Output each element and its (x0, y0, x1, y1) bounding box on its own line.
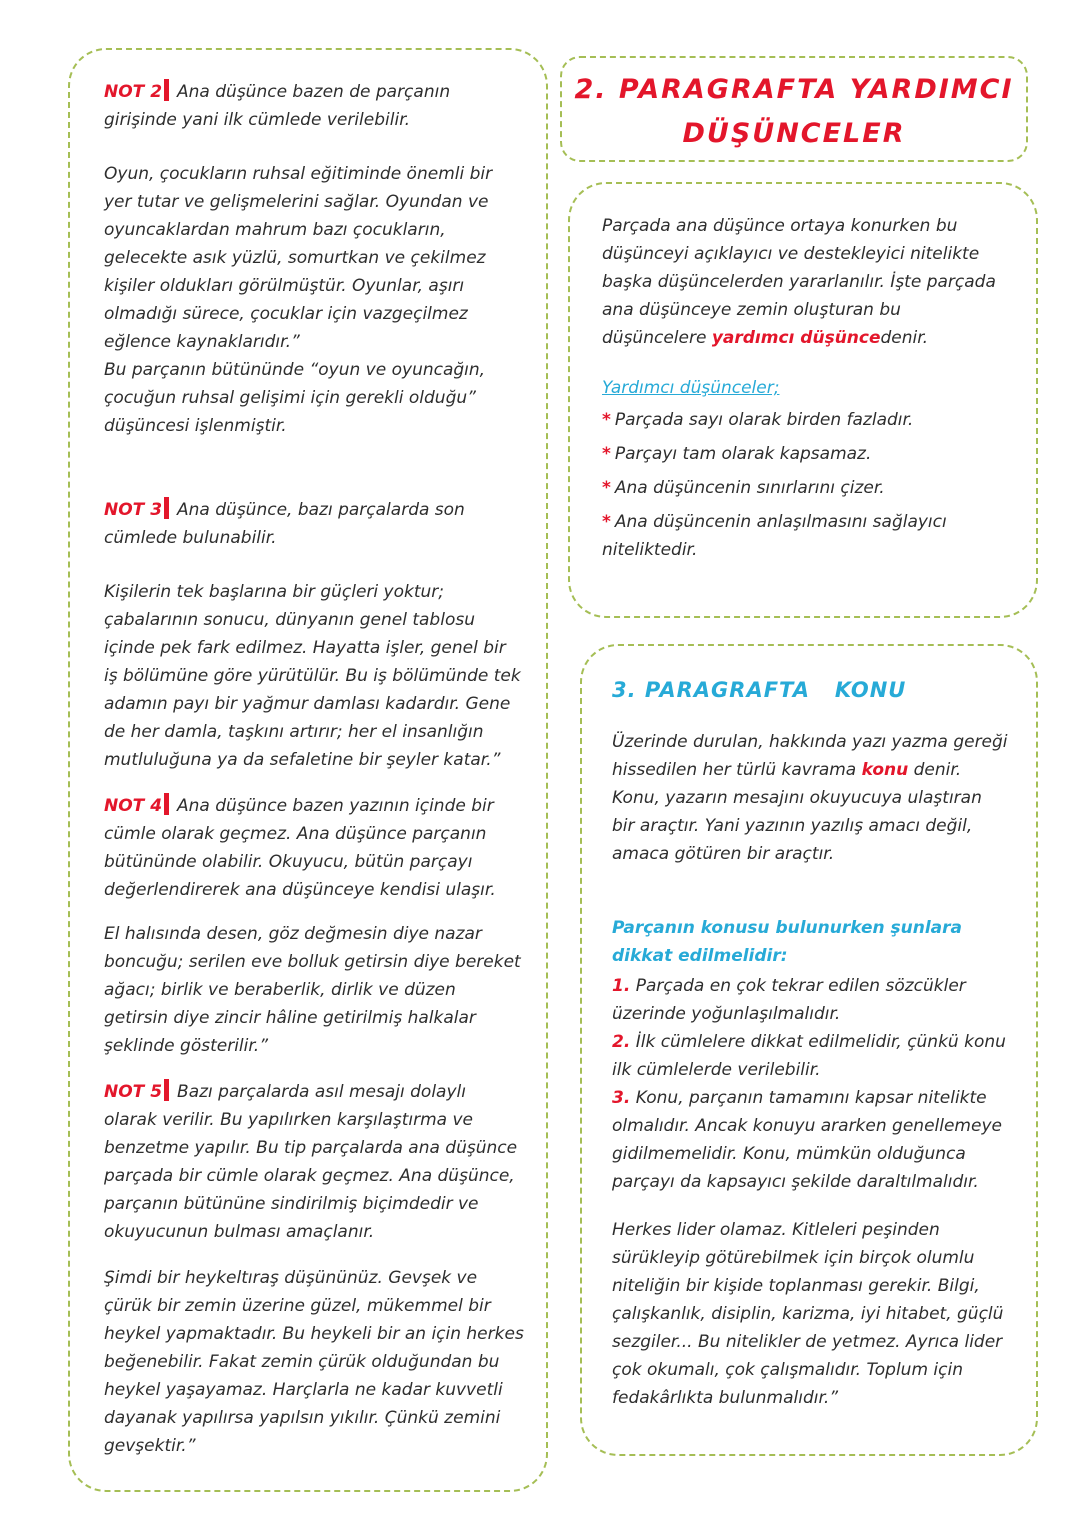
example-kisiler: Kişilerin tek başlarına bir güçleri yoktur; çabalarının sonucu, dünyanın genel tablosu içinde pek fark edilmez. Hayatta işler, genel bir iş bölümüne göre yürütülür. Bu iş bölümünde tek adamın payı bir yağmur damlası kadardır. Gene de her damla, taşkını artırır; her el insanlığın mutluluğuna ya da sefaletine bir şeyler katar.” (104, 582, 521, 770)
helper-item (602, 406, 1002, 434)
topic-subheading: Parçanın konusu bulunurken şunlara dikkat edilmelidir: (612, 918, 962, 966)
helper-suffix: denir. (880, 328, 929, 348)
rule-number: 3. (612, 1088, 631, 1108)
topic-rule (612, 972, 1008, 1028)
topic-title: 3. PARAGRAFTA KONU (612, 678, 907, 702)
note-2 (104, 78, 524, 134)
left-panel (68, 48, 548, 1492)
helper-item (602, 440, 1002, 468)
helper-item-text: Parçayı tam olarak kapsamaz. (614, 444, 872, 464)
rule-number: 2. (612, 1032, 631, 1052)
helper-subheading: Yardımcı düşünceler; (602, 378, 780, 398)
note-2-text: Ana düşünce bazen de parçanın girişinde yani ilk cümlede verilebilir. (104, 82, 451, 130)
note-marker-bar (164, 497, 169, 519)
note-5-text: Bazı parçalarda asıl mesajı dolaylı olarak verilir. Bu yapılırken karşılaştırma ve benzetme yapılır. Bu tip parçalarda ana düşünce parçada bir cümle olarak geçmez. Ana düşünce, parçanın bütününe sindirilmiş biçimdedir ve okuyucunun bulması amaçlanır. (104, 1082, 518, 1242)
helper-item-text: Ana düşüncenin anlaşılmasını sağlayıcı niteliktedir. (602, 512, 947, 560)
helper-panel (568, 182, 1038, 618)
note-3-text: Ana düşünce, bazı parçalarda son cümlede bulunabilir. (104, 500, 465, 548)
note-2-label: NOT 2 (104, 82, 163, 102)
note-3 (104, 496, 524, 552)
helper-term: yardımcı düşünce (711, 328, 881, 348)
helper-item-text: Parçada sayı olarak birden fazladır. (614, 410, 914, 430)
example-heykeltiras: Şimdi bir heykeltıraş düşününüz. Gevşek ve çürük bir zemin üzerine güzel, mükemmel bir heykel yapmaktadır. Bu heykeli bir an için herkes beğenebilir. Fakat zemin çürük olduğundan bu heykel yaşayamaz. Harçlarla ne kadar kuvvetli dayanak yapılırsa yapılsın yıkılır. Çünkü zemini gevşektir.” (104, 1268, 524, 1456)
title-line-1: 2. PARAGRAFTA YARDIMCI (574, 74, 1014, 105)
topic-panel (580, 644, 1038, 1456)
helper-intro-text: Parçada ana düşünce ortaya konurken bu düşünceyi açıklayıcı ve destekleyici nitelikte başka düşüncelerden yararlanılır. İşte parçada ana düşünceye zemin oluşturan bu düşüncelere (602, 216, 996, 348)
topic-intro (612, 728, 1008, 868)
rule-text: İlk cümlelere dikkat edilmelidir, çünkü konu ilk cümlelerde verilebilir. (612, 1032, 1006, 1080)
topic-rule (612, 1028, 1008, 1084)
rule-text: Parçada en çok tekrar edilen sözcükler üzerinde yoğunlaşılmalıdır. (612, 976, 966, 1024)
note-3-label: NOT 3 (104, 500, 163, 520)
example-oyun: Oyun, çocukların ruhsal eğitiminde önemli bir yer tutar ve gelişmelerini sağlar. Oyundan ve oyuncaklardan mahrum bazı çocukların, gelecekte asık yüzlü, somurtkan ve çekilmez kişiler oldukları görülmüştür. Oyunlar, aşırı olmadığı sürece, çocuklar için vazgeçilmez eğlence kaynaklarıdır.” (104, 164, 493, 352)
note-5 (104, 1078, 524, 1246)
helper-item (602, 508, 1002, 564)
asterisk-icon: * (602, 512, 611, 532)
helper-item-text: Ana düşüncenin sınırlarını çizer. (614, 478, 885, 498)
note-marker-bar (164, 1079, 169, 1101)
note-4 (104, 792, 524, 904)
topic-intro-before: Üzerinde durulan, hakkında yazı yazma gereği hissedilen her türlü kavrama (612, 732, 1008, 780)
asterisk-icon: * (602, 410, 611, 430)
helper-item (602, 474, 1002, 502)
title-box-yardimci (560, 56, 1028, 162)
rule-text: Konu, parçanın tamamını kapsar nitelikte olmalıdır. Ancak konuyu ararken genellemeye gidilmemelidir. Konu, mümkün olduğunca parçayı da kapsayıcı şekilde daraltılmalıdır. (612, 1088, 1002, 1192)
topic-rule (612, 1084, 1008, 1196)
note-marker-bar (164, 79, 169, 101)
helper-intro (602, 212, 1002, 352)
note-4-label: NOT 4 (104, 796, 163, 816)
note-5-label: NOT 5 (104, 1082, 163, 1102)
explanation-oyun: Bu parçanın bütününde “oyun ve oyuncağın, çocuğun ruhsal gelişimi için gerekli olduğu” düşüncesi işlenmiştir. (104, 360, 486, 436)
title-line-2: DÜŞÜNCELER (682, 118, 906, 149)
note-4-text: Ana düşünce bazen yazının içinde bir cümle olarak geçmez. Ana düşünce parçanın bütününde olabilir. Okuyucu, bütün parçayı değerlendirerek ana düşünceye kendisi ulaşır. (104, 796, 496, 900)
example-hali: El halısında desen, göz değmesin diye nazar boncuğu; serilen eve bolluk getirsin diye bereket ağacı; birlik ve beraberlik, dirlik ve düzen getirsin diye zincir hâline getirilmiş halkalar şeklinde gösterilir.” (104, 924, 521, 1056)
topic-example: Herkes lider olamaz. Kitleleri peşinden sürükleyip götürebilmek için birçok olumlu niteliğin bir kişide toplanması gerekir. Bilgi, çalışkanlık, disiplin, karizma, iyi hitabet, güçlü sezgiler... Bu nitelikler de yetmez. Ayrıca lider çok okumalı, çok çalışmalıdır. Toplum için fedakârlıkta bulunmalıdır.” (612, 1220, 1004, 1408)
topic-intro-after: denir. Konu, yazarın mesajını okuyucuya ulaştıran bir araçtır. Yani yazının yazılış amacı değil, amaca götüren bir araçtır. (612, 760, 982, 864)
asterisk-icon: * (602, 444, 611, 464)
topic-term: konu (861, 760, 909, 780)
note-marker-bar (164, 793, 169, 815)
asterisk-icon: * (602, 478, 611, 498)
rule-number: 1. (612, 976, 631, 996)
